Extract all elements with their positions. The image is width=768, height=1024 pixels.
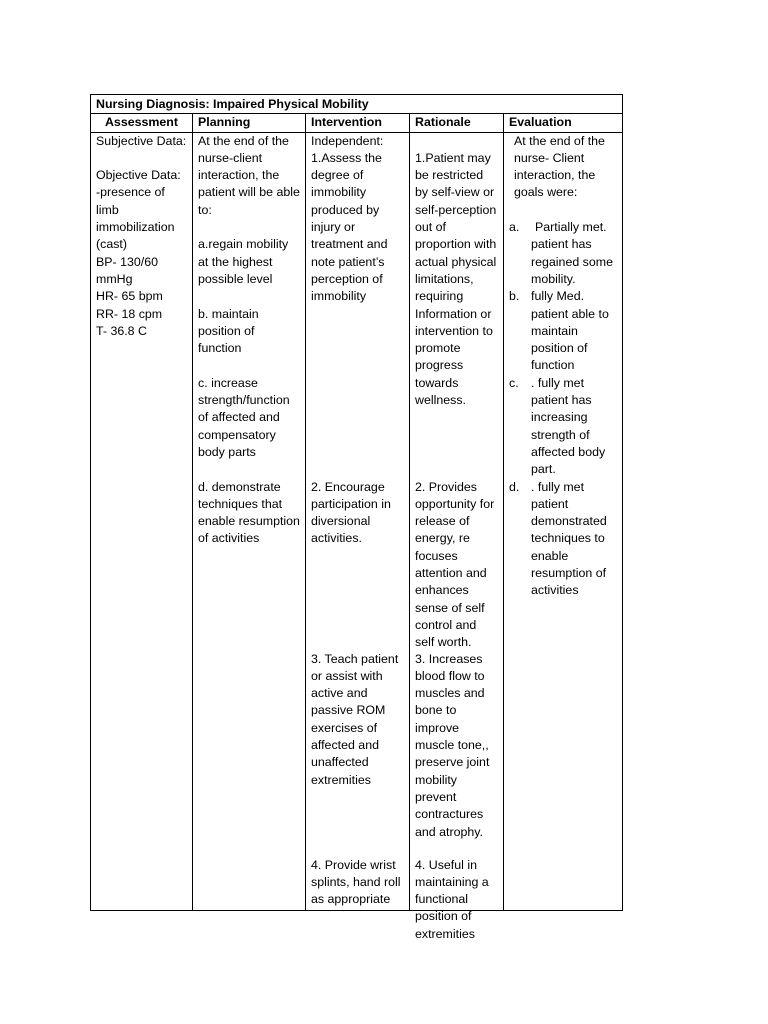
header-evaluation: Evaluation <box>504 114 623 132</box>
planning-goal: b. maintain position of function <box>198 306 259 356</box>
assessment-item: RR- 18 cpm <box>96 306 163 321</box>
assessment-cell <box>91 132 193 910</box>
rationale-cell <box>410 132 504 941</box>
evaluation-marker: b. <box>509 289 520 304</box>
header-row <box>91 114 623 132</box>
evaluation-cell <box>504 132 623 910</box>
diagnosis-title: Nursing Diagnosis: Impaired Physical Mobility <box>91 95 623 114</box>
evaluation-text: fully Med. patient able to maintain position of function <box>531 289 609 373</box>
evaluation-item <box>509 219 617 288</box>
evaluation-marker: d. <box>509 479 520 494</box>
header-planning: Planning <box>193 114 306 132</box>
rationale-item: 3. Increases blood flow to muscles and bone to improve muscle tone,, preserve joint mobility prevent contractures and atrophy. <box>415 651 490 839</box>
evaluation-intro: At the end of the nurse- Client interaction, the goals were: <box>514 133 605 200</box>
title-row <box>91 95 623 114</box>
assessment-item: -presence of limb immobilization (cast) <box>96 185 175 252</box>
evaluation-item <box>509 479 617 600</box>
header-rationale: Rationale <box>410 114 504 132</box>
rationale-item: 1.Patient may be restricted by self-view or self-perception out of proportion with actual physical limitations, requiring Information or intervention to promote progress towards wellness. <box>415 150 497 408</box>
intervention-cell <box>306 132 410 910</box>
intervention-item: 2. Encourage participation in diversional activities. <box>311 479 391 546</box>
planning-goal: d. demonstrate techniques that enable resumption of activities <box>198 479 300 546</box>
intervention-item: 1.Assess the degree of immobility produced by injury or treatment and note patient’s perception of immobility <box>311 150 388 304</box>
care-plan-table <box>90 94 623 941</box>
assessment-item: BP- 130/60 mmHg <box>96 254 158 286</box>
body-row <box>91 132 623 910</box>
assessment-item: HR- 65 bpm <box>96 289 163 304</box>
rationale-item: 2. Provides opportunity for release of energy, re focuses attention and enhances sense of self control and self worth. <box>415 479 495 650</box>
intervention-item: 3. Teach patient or assist with active and passive ROM exercises of affected and unaffected extremities <box>311 651 399 787</box>
evaluation-text: . fully met patient demonstrated techniques to enable resumption of activities <box>531 479 607 598</box>
header-intervention: Intervention <box>306 114 410 132</box>
planning-intro: At the end of the nurse-client interaction, the patient will be able to: <box>198 133 300 217</box>
planning-goal: a.regain mobility at the highest possible level <box>198 237 289 286</box>
assessment-item: T- 36.8 C <box>96 323 147 338</box>
header-assessment: Assessment <box>91 114 193 132</box>
evaluation-text: . fully met patient has increasing strength of affected body part. <box>531 375 606 477</box>
planning-cell <box>193 132 306 910</box>
evaluation-list <box>509 219 617 600</box>
evaluation-marker: c. <box>509 375 519 390</box>
rationale-item: 4. Useful in maintaining a functional position of extremities <box>415 857 489 941</box>
planning-goal: c. increase strength/function of affected and compensatory body parts <box>198 375 290 459</box>
intervention-heading: Independent: <box>311 133 384 148</box>
evaluation-item <box>509 375 617 479</box>
objective-data-label: Objective Data: <box>96 168 181 183</box>
evaluation-marker: a. <box>509 220 520 235</box>
subjective-data-label: Subjective Data: <box>96 133 187 148</box>
evaluation-item <box>509 288 617 374</box>
intervention-item: 4. Provide wrist splints, hand roll as appropriate <box>311 857 401 907</box>
evaluation-text: Partially met. patient has regained some mobility. <box>531 220 613 286</box>
